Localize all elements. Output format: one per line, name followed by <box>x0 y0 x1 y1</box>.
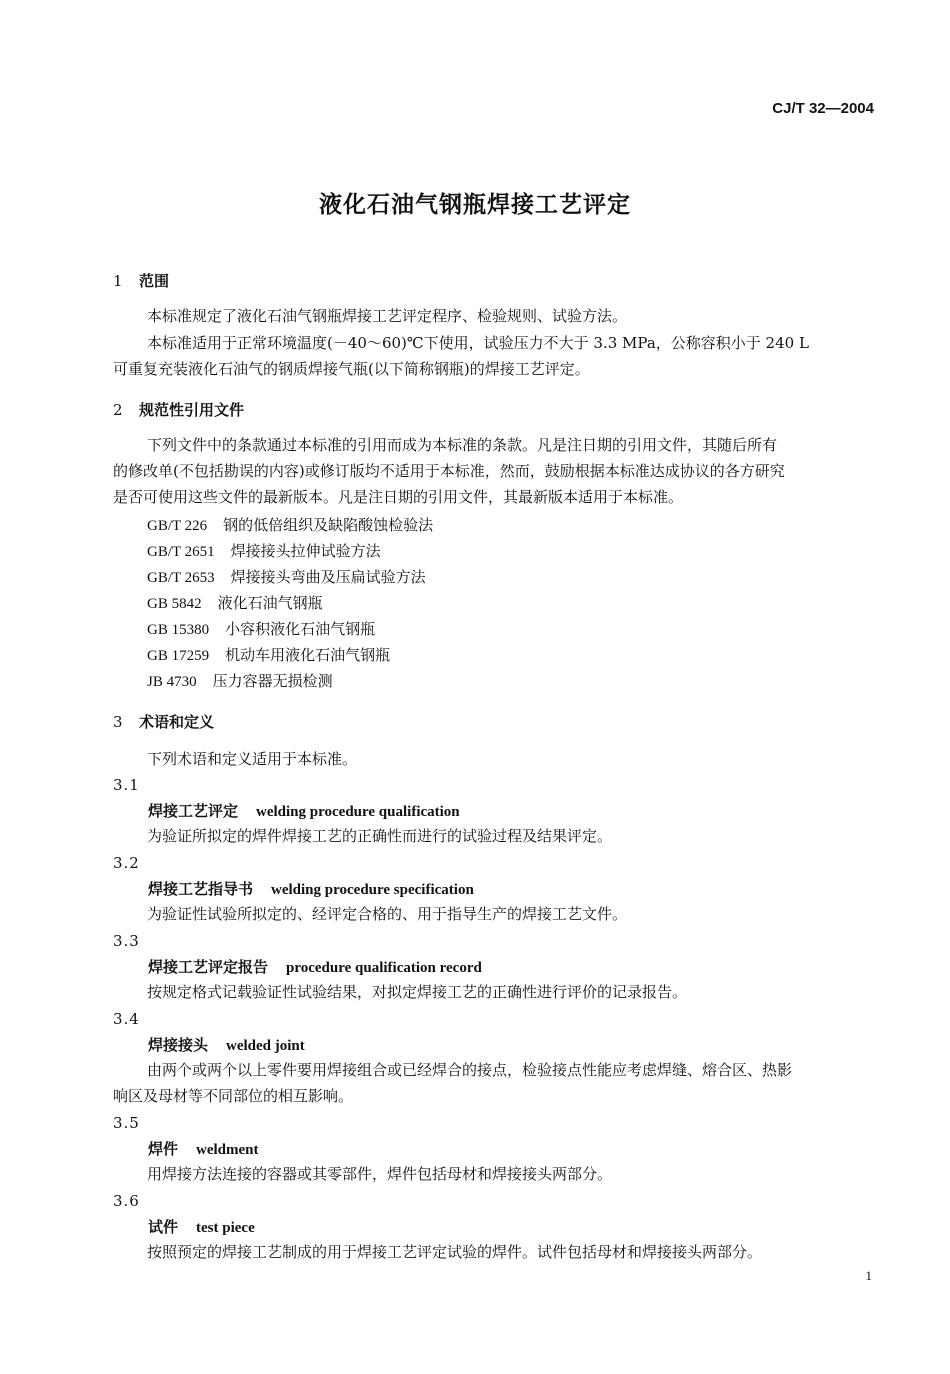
reference-item <box>147 644 390 665</box>
term-english: weldment <box>196 1142 259 1158</box>
section-3-heading <box>113 711 214 732</box>
term-definition: 为验证所拟定的焊件焊接工艺的正确性而进行的试验过程及结果评定。 <box>147 827 613 845</box>
document-title: 液化石油气钢瓶焊接工艺评定 <box>319 192 631 218</box>
section-number: 1 <box>113 272 123 290</box>
standard-code: CJ/T 32—2004 <box>772 100 874 117</box>
term-heading <box>148 1138 259 1159</box>
term-number: 3.5 <box>113 1114 140 1132</box>
reference-title: 钢的低倍组织及缺陷酸蚀检验法 <box>223 516 434 534</box>
term-heading <box>148 956 482 977</box>
section-title: 术语和定义 <box>139 713 215 731</box>
section-1-paragraph: 本标准适用于正常环境温度(－40～60)℃下使用，试验压力不大于 3.3 MPa，公称容积小于 240 L <box>147 334 809 352</box>
section-1-heading <box>113 270 169 291</box>
term-heading <box>148 1216 255 1237</box>
term-chinese: 试件 <box>148 1218 179 1236</box>
page-number: 1 <box>865 1268 872 1283</box>
reference-title: 小容积液化石油气钢瓶 <box>225 620 376 638</box>
reference-item <box>147 670 333 691</box>
section-2-heading <box>113 399 244 420</box>
reference-item <box>147 514 433 535</box>
term-number: 3.2 <box>113 854 140 872</box>
term-definition: 按照预定的焊接工艺制成的用于焊接工艺评定试验的焊件。试件包括母材和焊接接头两部分。 <box>147 1243 763 1261</box>
term-number: 3.4 <box>113 1010 140 1028</box>
term-heading <box>148 800 460 821</box>
reference-code: GB/T 226 <box>147 518 208 534</box>
term-number: 3.6 <box>113 1192 140 1210</box>
section-title: 范围 <box>139 272 170 290</box>
section-2-paragraph: 是否可使用这些文件的最新版本。凡是注日期的引用文件，其最新版本适用于本标准。 <box>113 488 684 506</box>
reference-item <box>147 540 381 561</box>
term-chinese: 焊接工艺评定 <box>148 802 239 820</box>
reference-code: GB/T 2653 <box>147 570 215 586</box>
reference-code: GB 5842 <box>147 596 202 612</box>
reference-item <box>147 592 323 613</box>
reference-item <box>147 566 426 587</box>
term-definition: 用焊接方法连接的容器或其零部件，焊件包括母材和焊接接头两部分。 <box>147 1165 613 1183</box>
term-chinese: 焊件 <box>148 1140 179 1158</box>
reference-title: 压力容器无损检测 <box>212 672 333 690</box>
term-number: 3.1 <box>113 776 140 794</box>
term-english: welding procedure qualification <box>256 804 460 820</box>
section-1-paragraph: 可重复充装液化石油气的钢质焊接气瓶(以下简称钢瓶)的焊接工艺评定。 <box>113 360 590 378</box>
reference-code: JB 4730 <box>147 674 197 690</box>
term-heading <box>148 1034 305 1055</box>
term-number: 3.3 <box>113 932 140 950</box>
term-chinese: 焊接工艺指导书 <box>148 880 254 898</box>
term-definition: 按规定格式记载验证性试验结果，对拟定焊接工艺的正确性进行评价的记录报告。 <box>147 983 688 1001</box>
section-title: 规范性引用文件 <box>139 401 245 419</box>
term-english: welding procedure specification <box>271 882 474 898</box>
reference-title: 机动车用液化石油气钢瓶 <box>225 646 391 664</box>
section-2-paragraph: 下列文件中的条款通过本标准的引用而成为本标准的条款。凡是注日期的引用文件，其随后所有 <box>147 436 778 454</box>
term-english: procedure qualification record <box>286 960 482 976</box>
section-number: 3 <box>113 713 123 731</box>
term-definition: 为验证性试验所拟定的、经评定合格的、用于指导生产的焊接工艺文件。 <box>147 905 628 923</box>
term-chinese: 焊接工艺评定报告 <box>148 958 269 976</box>
term-definition: 由两个或两个以上零件要用焊接组合或已经焊合的接点，检验接点性能应考虑焊缝、熔合区、热影 <box>147 1061 793 1079</box>
section-3-intro: 下列术语和定义适用于本标准。 <box>147 750 358 768</box>
term-chinese: 焊接接头 <box>148 1036 209 1054</box>
reference-code: GB 15380 <box>147 622 210 638</box>
term-english: welded joint <box>226 1038 305 1054</box>
reference-title: 焊接接头弯曲及压扁试验方法 <box>230 568 426 586</box>
term-heading <box>148 878 474 899</box>
section-number: 2 <box>113 401 123 419</box>
term-english: test piece <box>196 1220 255 1236</box>
reference-item <box>147 618 375 639</box>
section-1-paragraph: 本标准规定了液化石油气钢瓶焊接工艺评定程序、检验规则、试验方法。 <box>147 307 628 325</box>
term-definition: 响区及母材等不同部位的相互影响。 <box>113 1087 354 1105</box>
reference-title: 焊接接头拉伸试验方法 <box>230 542 381 560</box>
section-2-paragraph: 的修改单(不包括勘误的内容)或修订版均不适用于本标准，然而，鼓励根据本标准达成协议的各方研究 <box>113 462 785 480</box>
reference-title: 液化石油气钢瓶 <box>217 594 323 612</box>
reference-code: GB/T 2651 <box>147 544 215 560</box>
reference-code: GB 17259 <box>147 648 210 664</box>
